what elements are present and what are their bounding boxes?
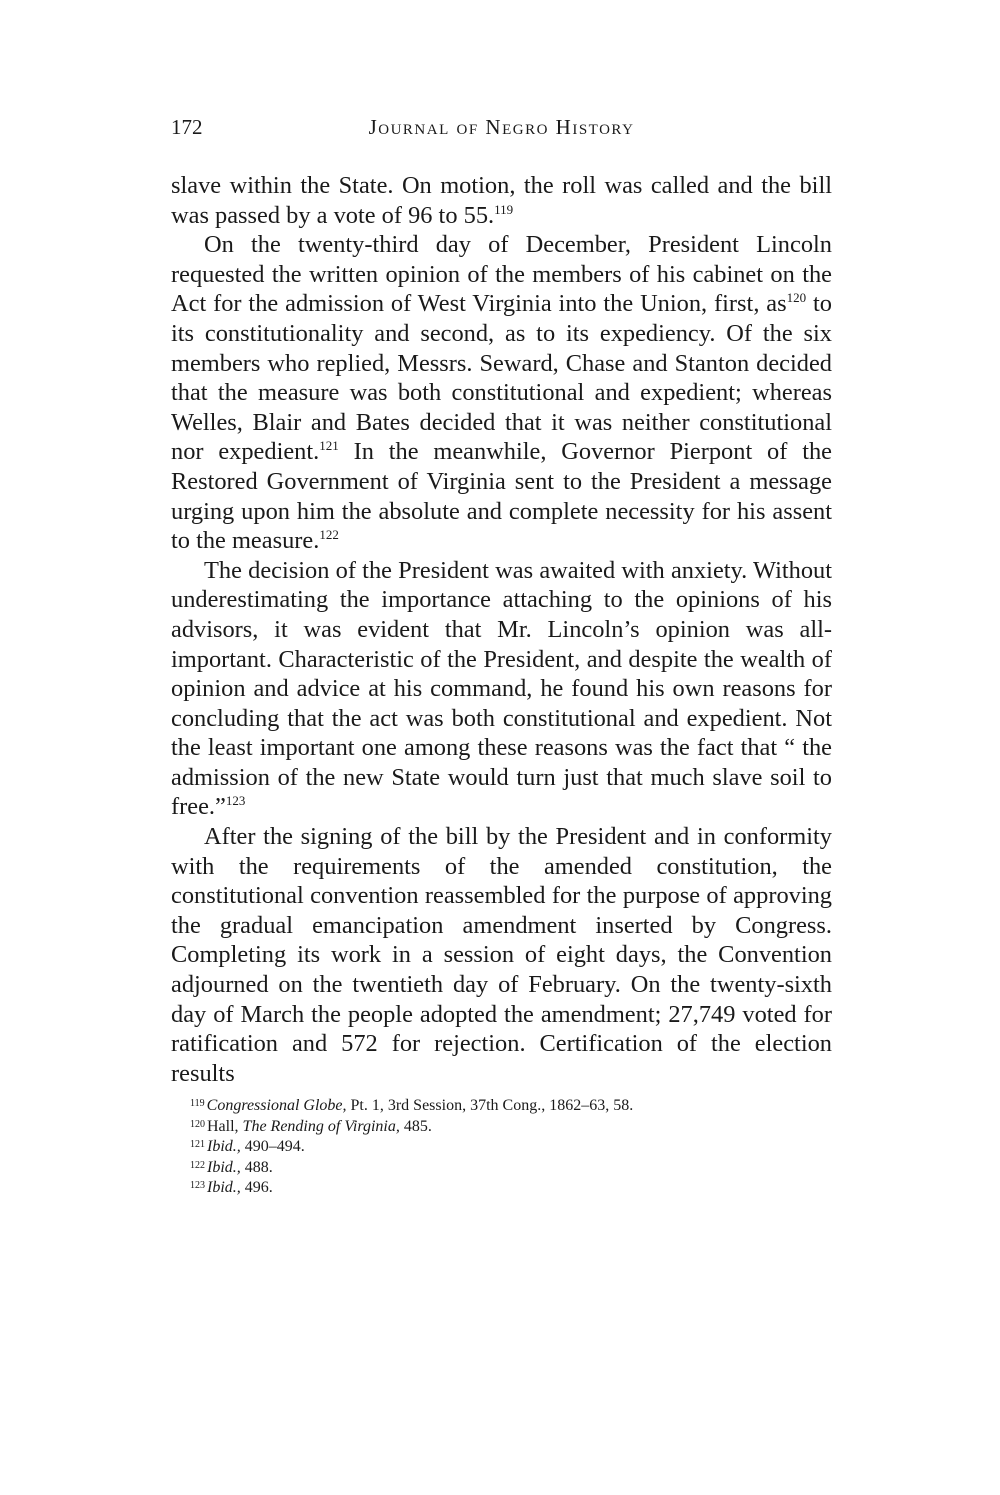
footnote-text: 490–494. — [240, 1138, 305, 1156]
footnote — [190, 1158, 832, 1179]
footnote — [190, 1137, 832, 1158]
paragraph-text: slave within the State. On motion, the roll was called and the bill was passed by a vote of 96 to 55. — [171, 172, 832, 229]
footnote-title: Ibid., — [207, 1158, 241, 1176]
paragraph — [171, 230, 832, 556]
paragraph-text: After the signing of the bill by the President and in conformity with the requirements of the amended constitution, the constitutional convention reassembled for the purpose of approving the gradual emancipation amendment inserted by Congress. Completing its work in a session of eight days, the Convention adjourned on the twentieth day of February. On the twenty-sixth day of March the people adopted the amendment; 27,749 voted for ratification and 572 for rejection. Certification of the election results — [171, 823, 832, 1087]
page — [171, 115, 832, 1199]
footnote-title: Congressional Globe, — [206, 1097, 347, 1115]
paragraph-text: On the twenty-third day of December, President Lincoln requested the written opinion of the members of his cabinet on the Act for the admission of West Virginia into the Union, first, as — [171, 231, 832, 318]
page-number: 172 — [171, 115, 203, 139]
footnote-number: 123 — [190, 1180, 205, 1192]
footnote-ref: 121 — [319, 438, 339, 454]
footnote-number: 120 — [190, 1118, 205, 1130]
footnote-text: 488. — [240, 1158, 273, 1176]
body-text — [171, 171, 832, 1088]
footnote-ref: 122 — [319, 527, 339, 543]
paragraph — [171, 171, 832, 230]
footnote-text: 496. — [240, 1179, 273, 1197]
footnote-title: The Rending of Virginia, — [242, 1117, 400, 1135]
footnote-title: Ibid., — [207, 1179, 241, 1197]
footnote-title: Ibid., — [207, 1138, 241, 1156]
paragraph — [171, 556, 832, 822]
footnote — [190, 1117, 832, 1138]
paragraph — [171, 822, 832, 1088]
footnote-number: 119 — [190, 1098, 205, 1110]
footnote — [190, 1178, 832, 1199]
footnote-number: 121 — [190, 1139, 205, 1151]
footnote-text: 485. — [399, 1117, 432, 1135]
footnote-ref: 120 — [786, 290, 807, 306]
footnote — [190, 1096, 832, 1117]
journal-title: Journal of Negro History — [368, 115, 635, 139]
paragraph-text: The decision of the President was awaited with anxiety. Without underestimating the importance attaching to the opinions of his advisors, it was evident that Mr. Lincoln’s opinion was all-important. Characteristic of the President, and despite the wealth of opinion and advice at his command, he found his own reasons for concluding that the act was both constitutional and expedient. Not the least important one among these reasons was the fact that “ the admission of the new State would turn just that much slave soil to free.” — [171, 556, 832, 821]
footnote-ref: 119 — [494, 201, 514, 217]
footnote-text: Pt. 1, 3rd Session, 37th Cong., 1862–63, 58. — [346, 1097, 634, 1115]
paragraph-text: In the meanwhile, Governor Pierpont of the Restored Government of Virginia sent to the President a message urging upon him the absolute and complete necessity for his assent to the measure. — [171, 438, 832, 555]
footnote-number: 122 — [190, 1159, 205, 1171]
footnotes — [171, 1096, 832, 1199]
footnote-author: Hall, — [207, 1117, 243, 1135]
paragraph-text: to its constitutionality and second, as to its expediency. Of the six members who replied, Messrs. Seward, Chase and Stanton decided that the measure was both constitutional and expedient; whereas Welles, Blair and Bates decided that it was neither constitutional nor expedient. — [171, 290, 832, 466]
running-head — [171, 115, 832, 149]
footnote-ref: 123 — [225, 793, 246, 809]
